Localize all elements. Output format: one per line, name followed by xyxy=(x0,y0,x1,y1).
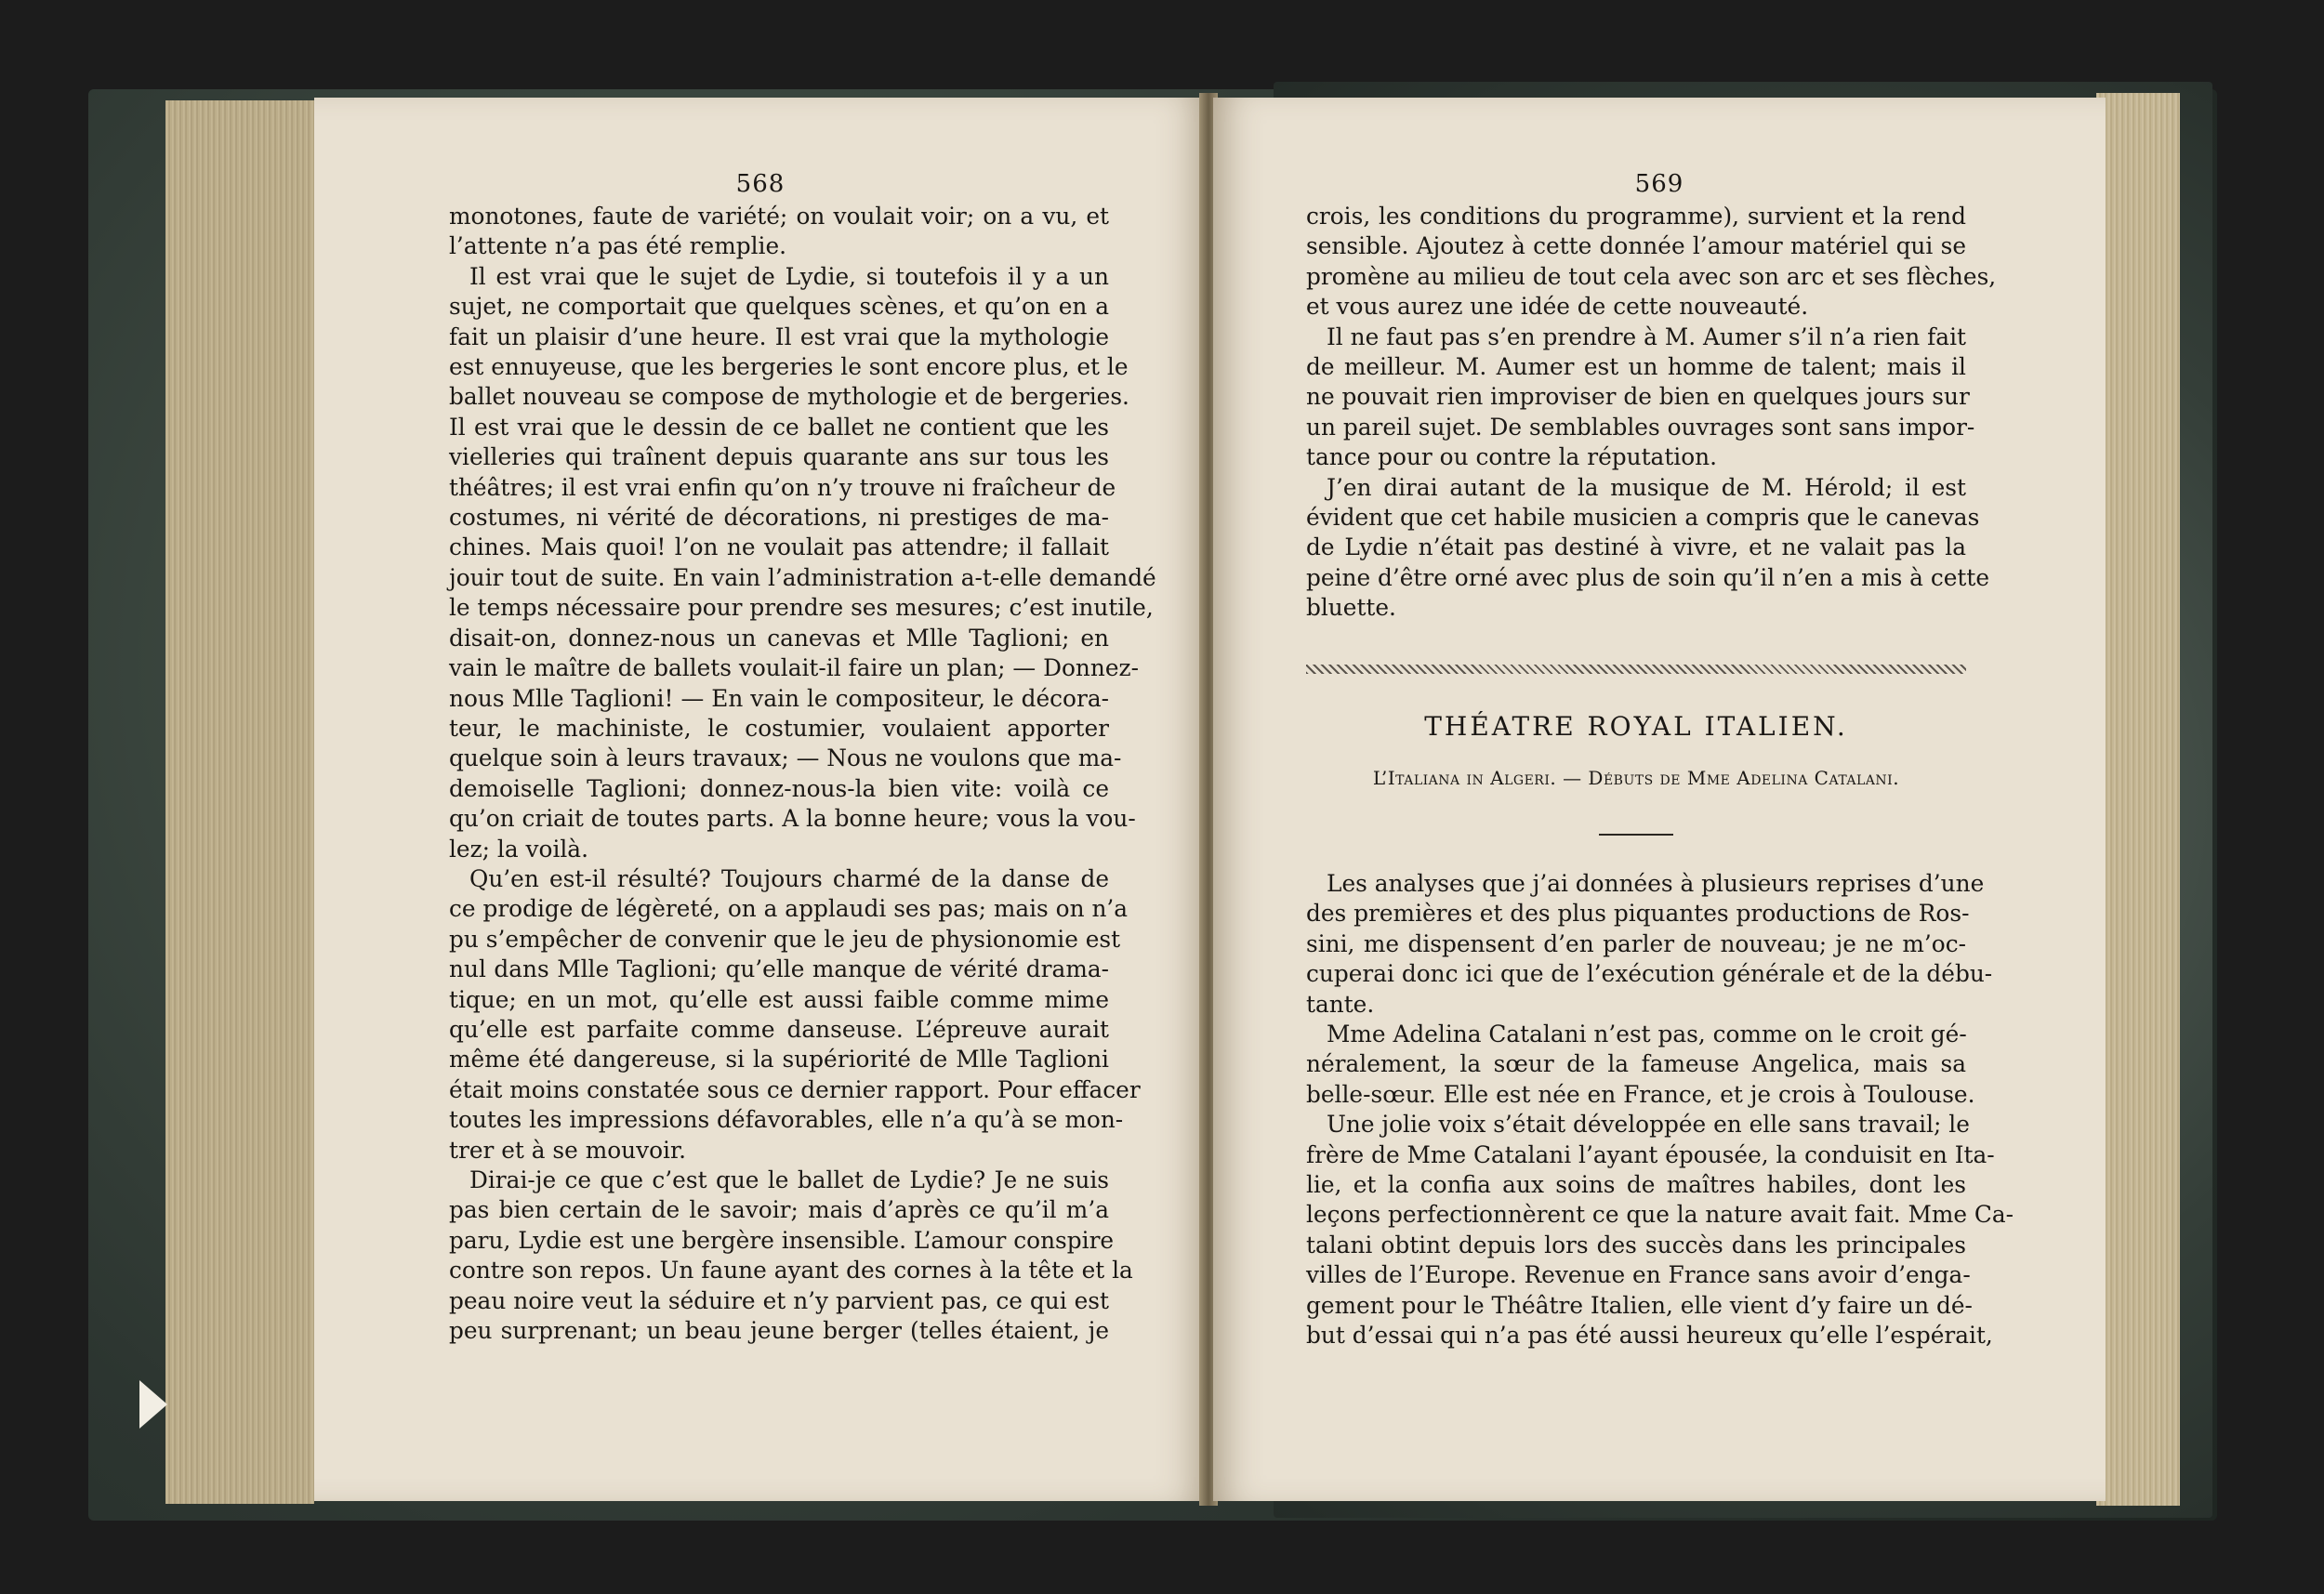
short-rule xyxy=(1599,834,1673,836)
text-line: était moins constatée sous ce dernier rapport. Pour effacer xyxy=(449,1075,1141,1103)
text-line: gement pour le Théâtre Italien, elle vient d’y faire un dé- xyxy=(1306,1291,1973,1319)
text-line: contre son repos. Un faune ayant des cornes à la tête et la xyxy=(449,1257,1133,1284)
text-line: un pareil sujet. De semblables ouvrages sont sans impor- xyxy=(1306,413,1975,441)
text-line: disait-on, donnez-nous un canevas et Mlle Taglioni; en xyxy=(449,624,1109,652)
page-edges-right xyxy=(2096,93,2180,1506)
text-line: teur, le machiniste, le costumier, voulaient apporter xyxy=(449,714,1109,742)
text-line: le temps nécessaire pour prendre ses mesures; c’est inutile, xyxy=(449,594,1154,622)
text-line: même été dangereuse, si la supériorité de Mlle Taglioni xyxy=(449,1046,1109,1074)
text-line: Dirai-je ce que c’est que le ballet de Lydie? Je ne suis xyxy=(469,1166,1109,1193)
text-line: fait un plaisir d’une heure. Il est vrai que la mythologie xyxy=(449,323,1109,350)
text-line: crois, les conditions du programme), survient et la rend xyxy=(1306,203,1966,230)
left-page-body xyxy=(449,202,1156,1346)
text-line: vain le maître de ballets voulait-il faire un plan; — Donnez- xyxy=(449,654,1139,682)
bookmark-tab xyxy=(139,1380,167,1429)
text-line: ballet nouveau se compose de mythologie et de bergeries. xyxy=(449,383,1129,411)
text-line: des premières et des plus piquantes productions de Ros- xyxy=(1306,900,1970,928)
text-line: Mme Adelina Catalani n’est pas, comme on le croit gé- xyxy=(1327,1021,1967,1048)
text-line: trer et à se mouvoir. xyxy=(449,1136,686,1164)
text-line: monotones, faute de variété; on voulait voir; on a vu, et xyxy=(449,203,1109,230)
text-line: toutes les impressions défavorables, elle n’a qu’à se mon- xyxy=(449,1106,1124,1134)
text-line: qu’on criait de toutes parts. A la bonne heure; vous la vou- xyxy=(449,805,1136,833)
text-line: qu’elle est parfaite comme danseuse. L’épreuve aurait xyxy=(449,1015,1109,1043)
right-page-body-top xyxy=(1306,202,1997,624)
text-line: Les analyses que j’ai données à plusieurs reprises d’une xyxy=(1327,870,1985,897)
text-line: promène au milieu de tout cela avec son arc et ses flèches, xyxy=(1306,262,1997,290)
right-page xyxy=(1213,98,2106,1501)
page-number-right: 569 xyxy=(1634,170,1684,198)
text-line: talani obtint depuis lors des succès dans les principales xyxy=(1306,1231,1966,1258)
section-divider xyxy=(1306,665,1966,674)
text-line: frère de Mme Catalani l’ayant épousée, la conduisit en Ita- xyxy=(1306,1140,1995,1168)
text-line: de Lydie n’était pas destiné à vivre, et ne valait pas la xyxy=(1306,534,1966,561)
text-line: but d’essai qui n’a pas été aussi heureux qu’elle l’espérait, xyxy=(1306,1322,1993,1350)
text-line: évident que cet habile musicien a compris que le canevas xyxy=(1306,504,1980,532)
left-page xyxy=(314,98,1207,1501)
text-line: néralement, la sœur de la fameuse Angelica, mais sa xyxy=(1306,1050,1966,1078)
text-line: sujet, ne comportait que quelques scènes, et qu’on en a xyxy=(449,293,1109,321)
text-line: Il est vrai que le sujet de Lydie, si toutefois il y a un xyxy=(469,262,1109,290)
text-line: lez; la voilà. xyxy=(449,835,588,863)
text-line: ne pouvait rien improviser de bien en quelques jours sur xyxy=(1306,383,1970,411)
text-line: cuperai donc ici que de l’exécution générale et de la débu- xyxy=(1306,960,1993,988)
text-line: costumes, ni vérité de décorations, ni prestiges de ma- xyxy=(449,504,1109,532)
text-line: peine d’être orné avec plus de soin qu’il n’en a mis à cette xyxy=(1306,563,1990,591)
text-line: tance pour ou contre la réputation. xyxy=(1306,443,1718,471)
section-subheading: L’Italiana in Algeri. — Débuts de Mme Adelina Catalani. xyxy=(1372,767,1900,789)
text-line: chines. Mais quoi! l’on ne voulait pas attendre; il fallait xyxy=(449,534,1109,561)
text-line: tante. xyxy=(1306,990,1375,1018)
text-line: belle-sœur. Elle est née en France, et je crois à Toulouse. xyxy=(1306,1080,1975,1108)
text-line: jouir tout de suite. En vain l’administration a-t-elle demandé xyxy=(449,563,1156,591)
right-page-body-bottom xyxy=(1306,869,2014,1351)
text-line: Il est vrai que le dessin de ce ballet ne contient que les xyxy=(449,413,1109,441)
text-line: lie, et la confia aux soins de maîtres habiles, dont les xyxy=(1306,1171,1966,1199)
text-line: sensible. Ajoutez à cette donnée l’amour matériel qui se xyxy=(1306,232,1966,260)
page-edges-left xyxy=(165,100,314,1504)
text-line: Une jolie voix s’était développée en elle sans travail; le xyxy=(1327,1111,1970,1139)
text-line: J’en dirai autant de la musique de M. Hérold; il est xyxy=(1327,473,1966,501)
text-line: peau noire veut la séduire et n’y parvient pas, ce qui est xyxy=(449,1286,1109,1314)
text-line: est ennuyeuse, que les bergeries le sont encore plus, et le xyxy=(449,353,1129,381)
text-line: nous Mlle Taglioni! — En vain le compositeur, le décora- xyxy=(449,684,1109,712)
text-line: de meilleur. M. Aumer est un homme de talent; mais il xyxy=(1306,353,1966,381)
text-line: et vous aurez une idée de cette nouveauté. xyxy=(1306,293,1809,321)
text-line: théâtres; il est vrai enfin qu’on n’y trouve ni fraîcheur de xyxy=(449,473,1116,501)
text-line: Il ne faut pas s’en prendre à M. Aumer s’il n’a rien fait xyxy=(1327,323,1966,350)
text-line: Qu’en est-il résulté? Toujours charmé de la danse de xyxy=(469,864,1109,892)
text-line: peu surprenant; un beau jeune berger (telles étaient, je xyxy=(449,1317,1109,1345)
text-line: bluette. xyxy=(1306,594,1396,622)
text-line: quelque soin à leurs travaux; — Nous ne voulons que ma- xyxy=(449,744,1122,772)
text-line: villes de l’Europe. Revenue en France sans avoir d’enga- xyxy=(1306,1261,1971,1289)
text-line: pas bien certain de le savoir; mais d’après ce qu’il m’a xyxy=(449,1196,1109,1224)
text-line: nul dans Mlle Taglioni; qu’elle manque de vérité drama- xyxy=(449,955,1109,983)
text-line: l’attente n’a pas été remplie. xyxy=(449,232,787,260)
text-line: demoiselle Taglioni; donnez-nous-la bien vite: voilà ce xyxy=(449,774,1109,802)
text-line: paru, Lydie est une bergère insensible. L’amour conspire xyxy=(449,1226,1115,1254)
page-number-left: 568 xyxy=(735,170,786,198)
text-line: tique; en un mot, qu’elle est aussi faible comme mime xyxy=(449,985,1109,1013)
text-line: vielleries qui traînent depuis quarante ans sur tous les xyxy=(449,443,1109,471)
text-line: leçons perfectionnèrent ce que la nature avait fait. Mme Ca- xyxy=(1306,1201,2014,1229)
text-line: ce prodige de légèreté, on a applaudi ses pas; mais on n’a xyxy=(449,895,1129,923)
text-line: pu s’empêcher de convenir que le jeu de physionomie est xyxy=(449,925,1121,953)
section-heading: THÉATRE ROYAL ITALIEN. xyxy=(1424,711,1848,742)
text-line: sini, me dispensent d’en parler de nouveau; je ne m’oc- xyxy=(1306,929,1966,957)
